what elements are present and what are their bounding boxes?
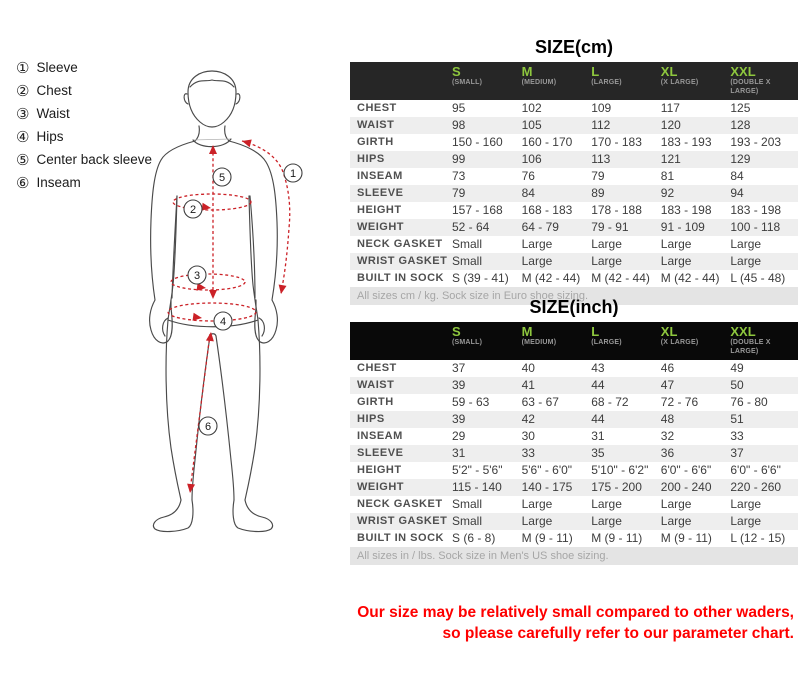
cell: 129 (730, 152, 751, 166)
cell: 84 (521, 186, 535, 200)
size-letter: M (521, 64, 533, 79)
cell: L (12 - 15) (730, 531, 786, 545)
cell: 79 - 91 (591, 220, 629, 234)
cell: Large (521, 497, 553, 511)
cell: 68 - 72 (591, 395, 629, 409)
cell: 121 (660, 152, 681, 166)
column-header-m (520, 322, 590, 360)
cell: 76 (521, 169, 535, 183)
figure-marker-3 (188, 266, 206, 284)
legend-label: Chest (36, 83, 72, 98)
row-label: WAIST (357, 119, 395, 131)
size-cm-table (350, 62, 798, 287)
legend-item-chest (16, 79, 152, 102)
size-sub: (LARGE) (591, 339, 622, 346)
cell: Small (452, 514, 483, 528)
table-row (350, 360, 798, 377)
svg-text:1: 1 (289, 168, 297, 180)
size-table-inch (350, 296, 798, 565)
cell: 76 - 80 (730, 395, 768, 409)
cell: Large (521, 514, 553, 528)
cell: Large (591, 254, 622, 268)
size-sub: (SMALL) (452, 79, 483, 86)
legend-item-sleeve (16, 56, 152, 79)
size-letter: XL (660, 64, 678, 79)
cell: 117 (660, 101, 680, 115)
cell: 150 - 160 (452, 135, 503, 149)
legend-label: Sleeve (36, 60, 78, 75)
size-inch-title: SIZE(inch) (529, 297, 619, 317)
cell: 84 (730, 169, 744, 183)
size-sub: (X LARGE) (660, 79, 699, 86)
table-row (350, 513, 798, 530)
cell: 168 - 183 (521, 203, 573, 217)
cell: 29 (452, 429, 466, 443)
body-outline (150, 71, 278, 532)
hips-measure-ellipse (168, 303, 256, 321)
cell: 105 (521, 118, 542, 132)
legend-label: Waist (36, 106, 70, 121)
size-table-cm (350, 36, 798, 305)
cell: 36 (660, 446, 675, 460)
size-sub: (DOUBLE X LARGE) (730, 79, 771, 95)
cell: 35 (591, 446, 605, 460)
table-row (350, 253, 798, 270)
circled-1-icon: ① (16, 59, 30, 77)
cell: Large (730, 237, 762, 251)
cell: 39 (452, 378, 466, 392)
row-label: INSEAM (357, 170, 403, 182)
cell: Small (452, 254, 483, 268)
table-row (350, 236, 798, 253)
size-sub: (DOUBLE X LARGE) (730, 339, 771, 355)
cell: 178 - 188 (591, 203, 642, 217)
cell: 49 (730, 361, 744, 375)
cell: 89 (591, 186, 605, 200)
measurement-legend (16, 56, 152, 194)
cell: 120 (660, 118, 681, 132)
table-row (350, 168, 798, 185)
circled-3-icon: ③ (16, 105, 30, 123)
column-header-l (589, 322, 659, 360)
cell: 41 (521, 378, 535, 392)
row-label: WEIGHT (357, 481, 404, 493)
row-label: BUILT IN SOCK (357, 272, 444, 284)
cell: 42 (521, 412, 535, 426)
svg-text:2: 2 (189, 204, 197, 216)
cell: Large (660, 237, 692, 251)
figure-marker-5 (213, 168, 231, 186)
cell: 37 (730, 446, 744, 460)
size-letter: XL (660, 324, 678, 339)
table-row (350, 530, 798, 547)
svg-text:6: 6 (204, 421, 212, 433)
cell: 44 (591, 378, 605, 392)
size-letter: L (591, 64, 600, 79)
svg-text:5: 5 (218, 172, 226, 184)
size-letter: M (521, 324, 533, 339)
cell: 200 - 240 (660, 480, 712, 494)
row-label: SLEEVE (357, 187, 404, 199)
row-label: NECK GASKET (357, 238, 443, 250)
cell: 106 (521, 152, 542, 166)
table-row (350, 202, 798, 219)
column-header-s (450, 62, 520, 100)
row-label: BUILT IN SOCK (357, 532, 444, 544)
cell: M (9 - 11) (660, 531, 712, 545)
cell: Large (730, 254, 762, 268)
row-label: INSEAM (357, 430, 403, 442)
cell: Large (730, 514, 762, 528)
table-row (350, 496, 798, 513)
cell: Large (591, 237, 622, 251)
cell: 40 (521, 361, 535, 375)
size-cm-title: SIZE(cm) (534, 37, 613, 57)
cell: Small (452, 497, 483, 511)
cell: 109 (591, 101, 612, 115)
cell: Large (660, 514, 692, 528)
circled-2-icon: ② (16, 82, 30, 100)
figure-marker-6 (199, 417, 217, 435)
column-header-l (589, 62, 659, 100)
table-row (350, 185, 798, 202)
size-inch-table (350, 322, 798, 547)
cell: 30 (521, 429, 535, 443)
cell: 95 (452, 101, 466, 115)
cell: 113 (591, 152, 611, 166)
cell: L (45 - 48) (730, 271, 786, 285)
size-sub: (MEDIUM) (521, 339, 557, 346)
cell: Large (660, 497, 692, 511)
table-row (350, 394, 798, 411)
row-label: HIPS (357, 413, 385, 425)
table-row (350, 134, 798, 151)
cell: M (42 - 44) (591, 271, 650, 285)
size-letter: S (452, 324, 461, 339)
cell: 5'2" - 5'6" (452, 463, 503, 477)
cell: Large (591, 514, 622, 528)
cell: 51 (730, 412, 744, 426)
disclaimer-line-2: so please carefully refer to our parameter chart. (442, 625, 794, 642)
table-row (350, 100, 798, 117)
cell: 79 (452, 186, 466, 200)
cell: 48 (660, 412, 675, 426)
cell: 72 - 76 (660, 395, 699, 409)
row-label: NECK GASKET (357, 498, 443, 510)
body-measurement-figure (148, 50, 343, 565)
cell: 183 - 198 (660, 203, 712, 217)
legend-item-waist (16, 102, 152, 125)
size-inch-footnote: All sizes in / lbs. Sock size in Men's US shoe sizing. (350, 547, 798, 565)
row-label: HEIGHT (357, 464, 402, 476)
figure-marker-2 (184, 200, 202, 218)
cell: 43 (591, 361, 605, 375)
column-header-xl (659, 62, 729, 100)
table-row (350, 117, 798, 134)
table-row (350, 445, 798, 462)
cell: 50 (730, 378, 744, 392)
svg-text:3: 3 (193, 270, 201, 282)
row-label: HIPS (357, 153, 385, 165)
cell: 59 - 63 (452, 395, 490, 409)
cell: Large (521, 254, 553, 268)
table-row (350, 462, 798, 479)
disclaimer-line-1: Our size may be relatively small compared to other waders, (357, 604, 794, 621)
circled-6-icon: ⑥ (16, 174, 30, 192)
cell: 100 - 118 (730, 220, 781, 234)
cell: 81 (660, 169, 675, 183)
cell: 44 (591, 412, 605, 426)
svg-text:4: 4 (219, 316, 227, 328)
legend-item-inseam (16, 171, 152, 194)
table-row (350, 219, 798, 236)
size-disclaimer-note (357, 602, 794, 644)
cell: 52 - 64 (452, 220, 490, 234)
cell: 92 (660, 186, 675, 200)
cell: M (42 - 44) (660, 271, 720, 285)
cell: 183 - 198 (730, 203, 782, 217)
legend-label: Inseam (36, 175, 81, 190)
cell: Large (521, 237, 553, 251)
cell: 79 (591, 169, 605, 183)
size-sub: (MEDIUM) (521, 79, 557, 86)
cell: 160 - 170 (521, 135, 573, 149)
cell: 64 - 79 (521, 220, 559, 234)
cell: 6'0" - 6'6" (730, 463, 781, 477)
table-row (350, 428, 798, 445)
size-letter: L (591, 324, 600, 339)
cell: 47 (660, 378, 675, 392)
cell: M (9 - 11) (591, 531, 643, 545)
legend-item-hips (16, 125, 152, 148)
cell: 175 - 200 (591, 480, 642, 494)
column-header-xxl (728, 62, 798, 100)
table-row (350, 479, 798, 496)
row-label: GIRTH (357, 396, 394, 408)
cell: Large (730, 497, 762, 511)
cell: Small (452, 237, 483, 251)
row-label: WAIST (357, 379, 395, 391)
cell: 46 (660, 361, 675, 375)
cell: 73 (452, 169, 466, 183)
row-label: HEIGHT (357, 204, 402, 216)
size-sub: (LARGE) (591, 79, 622, 86)
column-header-xl (659, 322, 729, 360)
cell: Large (591, 497, 622, 511)
row-label: WEIGHT (357, 221, 404, 233)
inseam-measure-line (190, 334, 210, 491)
cell: 6'0" - 6'6" (660, 463, 712, 477)
cell: Large (660, 254, 692, 268)
circled-4-icon: ④ (16, 128, 30, 146)
table-row (350, 270, 798, 287)
cell: M (42 - 44) (521, 271, 581, 285)
cell: 99 (452, 152, 466, 166)
cell: M (9 - 11) (521, 531, 573, 545)
column-header-s (450, 322, 520, 360)
row-label: CHEST (357, 102, 397, 114)
row-label: SLEEVE (357, 447, 404, 459)
cell: 5'10" - 6'2" (591, 463, 649, 477)
size-letter: S (452, 64, 461, 79)
cell: 128 (730, 118, 751, 132)
row-label: WRIST GASKET (357, 515, 448, 527)
cell: 125 (730, 101, 751, 115)
cell: 193 - 203 (730, 135, 782, 149)
cell: 33 (521, 446, 535, 460)
cell: 5'6" - 6'0" (521, 463, 573, 477)
size-sub: (X LARGE) (660, 339, 699, 346)
cell: 112 (591, 118, 611, 132)
waist-measure-ellipse (171, 274, 245, 290)
column-header-xxl (728, 322, 798, 360)
cell: 63 - 67 (521, 395, 559, 409)
table-row (350, 411, 798, 428)
cell: 115 - 140 (452, 480, 502, 494)
cell: S (39 - 41) (452, 271, 509, 285)
size-header-row (350, 62, 798, 100)
cell: 157 - 168 (452, 203, 503, 217)
table-row (350, 151, 798, 168)
size-sub: (SMALL) (452, 339, 483, 346)
cell: 33 (730, 429, 744, 443)
row-label: GIRTH (357, 136, 394, 148)
cell: 220 - 260 (730, 480, 782, 494)
cell: 170 - 183 (591, 135, 642, 149)
cell: 183 - 193 (660, 135, 712, 149)
cell: S (6 - 8) (452, 531, 496, 545)
cell: 31 (452, 446, 466, 460)
size-letter: XXL (730, 324, 756, 339)
figure-marker-1 (284, 164, 302, 182)
figure-marker-4 (214, 312, 232, 330)
cell: 140 - 175 (521, 480, 573, 494)
row-label: WRIST GASKET (357, 255, 448, 267)
body-figure-svg (148, 50, 343, 565)
cell: 39 (452, 412, 466, 426)
header-corner (350, 322, 450, 360)
size-cm-footnote: All sizes cm / kg. Sock size in Euro shoe sizing. (350, 287, 798, 305)
legend-label: Hips (36, 129, 64, 144)
legend-label: Center back sleeve (36, 152, 153, 167)
table-row (350, 377, 798, 394)
cell: 98 (452, 118, 466, 132)
legend-item-center-back-sleeve (16, 148, 152, 171)
cell: 94 (730, 186, 744, 200)
size-header-row (350, 322, 798, 360)
column-header-m (520, 62, 590, 100)
size-letter: XXL (730, 64, 756, 79)
cell: 37 (452, 361, 466, 375)
circled-5-icon: ⑤ (16, 151, 30, 169)
cell: 32 (660, 429, 675, 443)
header-corner (350, 62, 450, 100)
cell: 31 (591, 429, 605, 443)
cell: 102 (521, 101, 542, 115)
cell: 91 - 109 (660, 220, 705, 234)
row-label: CHEST (357, 362, 397, 374)
